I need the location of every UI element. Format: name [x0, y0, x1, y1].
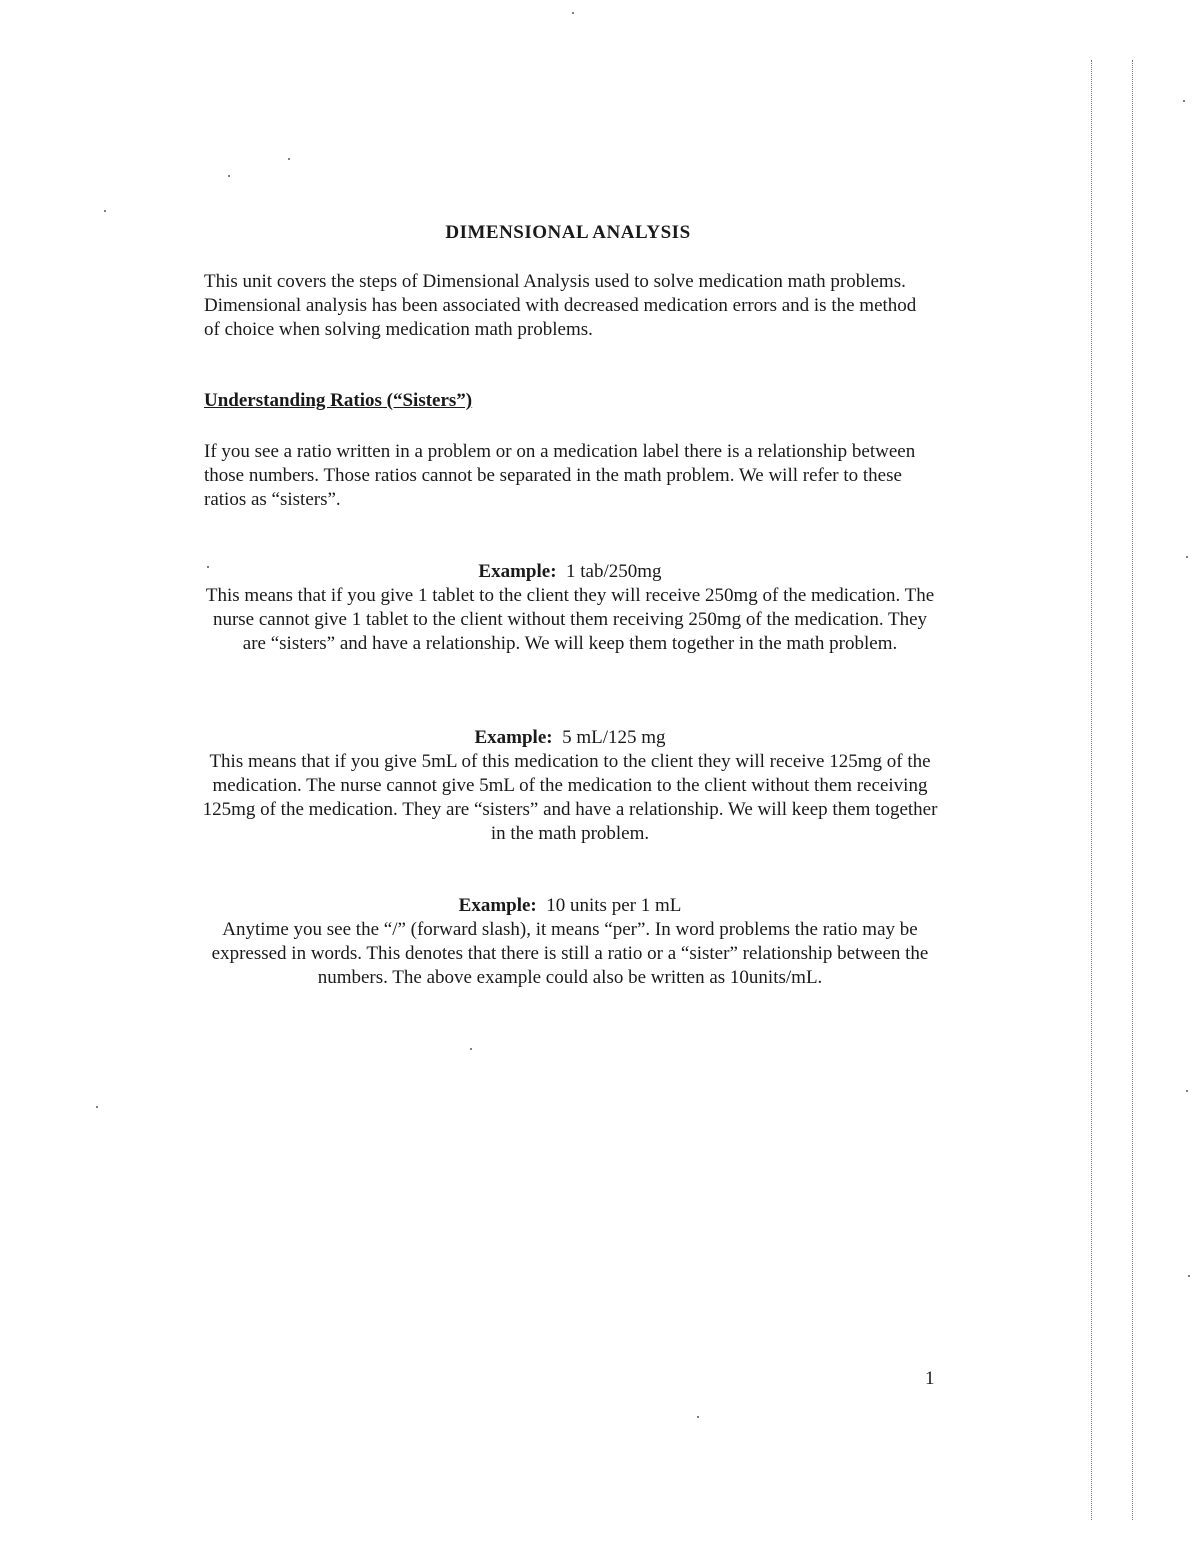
example-ratio: 10 units per 1 mL: [546, 895, 682, 916]
example-block: [200, 894, 940, 990]
intro-paragraph: This unit covers the steps of Dimensional Analysis used to solve medication math problems. Dimensional analysis has been associated with decreased medication errors and is the method of choice when solving medication math problems.: [204, 271, 917, 340]
scan-speck: [1186, 1090, 1188, 1092]
scan-speck: [228, 175, 230, 177]
scan-margin-dots: [1132, 60, 1135, 1520]
example-explanation: This means that if you give 5mL of this medication to the client they will receive 125mg of the medication. The nurse cannot give 5mL of the medication to the client without them receiving 125mg of the medication. They are “sisters” and have a relationship. We will keep them together in the math problem.: [202, 751, 938, 844]
example-label: Example:: [478, 561, 557, 582]
example-explanation: Anytime you see the “/” (forward slash), it means “per”. In word problems the ratio may be expressed in words. This denotes that there is still a ratio or a “sister” relationship between the numbers. The above example could also be written as 10units/mL.: [211, 919, 929, 988]
example-block: [200, 726, 940, 846]
example-explanation: This means that if you give 1 tablet to the client they will receive 250mg of the medication. The nurse cannot give 1 tablet to the client without them receiving 250mg of the medication. They are “sisters” and have a relationship. We will keep them together in the math problem.: [205, 585, 935, 654]
example-label: Example:: [474, 727, 553, 748]
section-heading: Understanding Ratios (“Sisters”): [204, 390, 473, 411]
example-heading: [200, 560, 940, 584]
page-number: 1: [925, 1368, 935, 1389]
scan-speck: [1183, 100, 1185, 102]
example-heading: [200, 894, 940, 918]
scan-margin-dots: [1091, 60, 1094, 1520]
page-title: DIMENSIONAL ANALYSIS: [445, 222, 691, 243]
section-paragraph: If you see a ratio written in a problem or on a medication label there is a relationship between those numbers. Those ratios cannot be separated in the math problem. We will refer to these ratios as “sisters”.: [204, 441, 916, 510]
example-label: Example:: [458, 895, 537, 916]
scan-speck: [104, 210, 106, 212]
scan-speck: [96, 1106, 98, 1108]
scan-speck: [288, 158, 290, 160]
scan-speck: [1186, 556, 1188, 558]
scan-speck: [1188, 1275, 1190, 1277]
example-ratio: 1 tab/250mg: [566, 561, 662, 582]
scan-speck: [572, 12, 574, 14]
scan-speck: [697, 1416, 699, 1418]
example-ratio: 5 mL/125 mg: [562, 727, 666, 748]
example-block: [200, 560, 940, 656]
scan-speck: [470, 1048, 472, 1050]
example-heading: [200, 726, 940, 750]
